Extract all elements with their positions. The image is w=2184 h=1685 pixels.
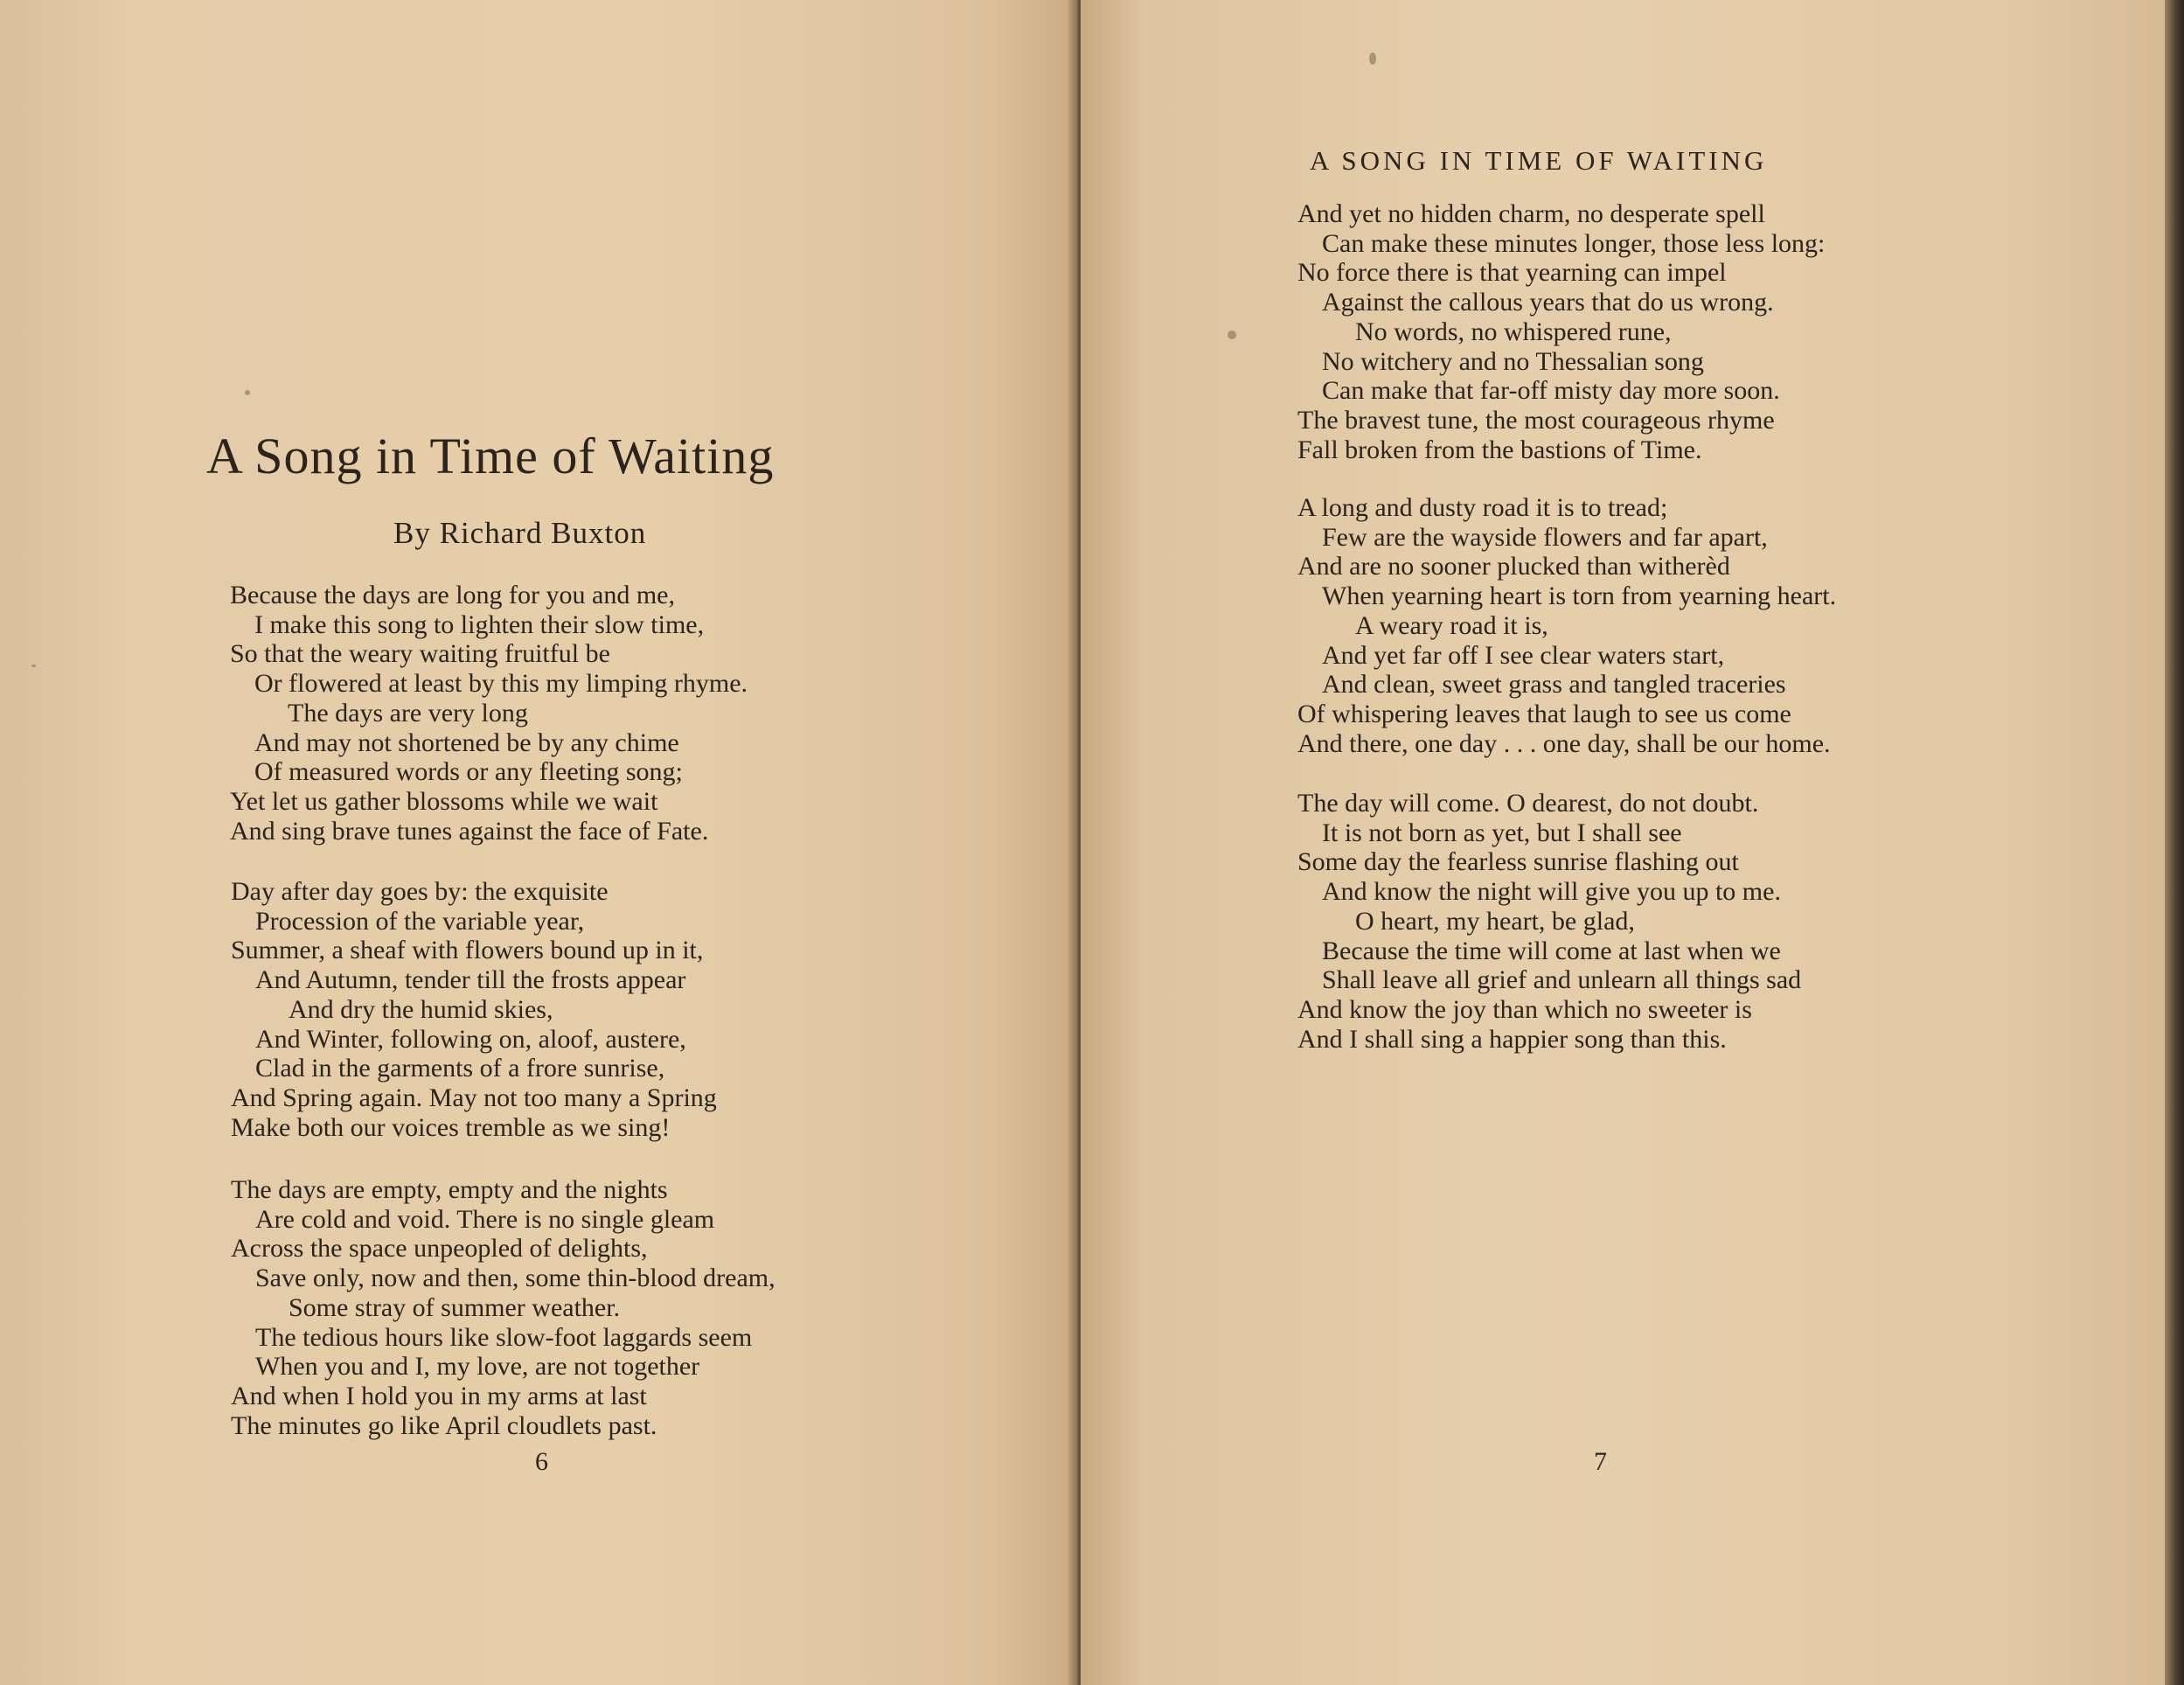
verse-line: And Winter, following on, aloof, austere, xyxy=(255,1024,686,1054)
verse-line: Or flowered at least by this my limping rhyme. xyxy=(254,669,748,699)
verse-line: Yet let us gather blossoms while we wait xyxy=(230,786,658,816)
verse-line: Of measured words or any fleeting song; xyxy=(254,757,683,787)
verse-line: No force there is that yearning can impel xyxy=(1297,258,1727,288)
verse-line: The tedious hours like slow-foot laggards seem xyxy=(255,1322,753,1352)
book-edge xyxy=(2165,0,2184,1685)
verse-line: Save only, now and then, some thin-blood dream, xyxy=(255,1264,776,1293)
verse-line: Day after day goes by: the exquisite xyxy=(231,877,609,906)
verse-line: It is not born as yet, but I shall see xyxy=(1322,818,1682,847)
show-through-text xyxy=(262,140,857,229)
verse-line: Because the time will come at last when we xyxy=(1322,936,1781,965)
verse-line: Summer, a sheaf with flowers bound up in it, xyxy=(231,936,704,965)
verse-line: When yearning heart is torn from yearning heart. xyxy=(1322,581,1837,611)
verse-line: Some stray of summer weather. xyxy=(289,1292,621,1322)
verse-line: Make both our voices tremble as we sing! xyxy=(231,1112,671,1142)
left-page xyxy=(0,0,1075,1685)
verse-line: O heart, my heart, be glad, xyxy=(1355,906,1635,936)
poem-title: A Song in Time of Waiting xyxy=(206,428,775,484)
verse-line: A weary road it is, xyxy=(1355,610,1548,640)
page-number: 7 xyxy=(1594,1447,1607,1476)
verse-line: A long and dusty road it is to tread; xyxy=(1297,493,1668,522)
verse-line: Fall broken from the bastions of Time. xyxy=(1297,435,1702,464)
verse-line: I make this song to lighten their slow time, xyxy=(254,609,705,639)
verse-line: Clad in the garments of a frore sunrise, xyxy=(255,1054,665,1083)
ink-speck xyxy=(1369,52,1376,65)
right-page xyxy=(1081,0,2165,1685)
running-head: A SONG IN TIME OF WAITING xyxy=(1310,145,1768,176)
verse-line: And Autumn, tender till the frosts appear xyxy=(255,965,686,995)
verse-line: And dry the humid skies, xyxy=(289,994,553,1024)
verse-line: Across the space unpeopled of delights, xyxy=(231,1234,648,1264)
verse-line: And are no sooner plucked than witherèd xyxy=(1297,552,1730,581)
verse-line: The days are very long xyxy=(288,698,528,728)
verse-line: And when I hold you in my arms at last xyxy=(231,1381,647,1410)
verse-line: The bravest tune, the most courageous rhyme xyxy=(1297,405,1775,435)
ink-speck xyxy=(31,665,36,667)
verse-line: Procession of the variable year, xyxy=(255,906,585,936)
verse-line: Few are the wayside flowers and far apart, xyxy=(1322,522,1768,552)
verse-line: No words, no whispered rune, xyxy=(1355,317,1672,346)
ink-speck xyxy=(245,390,250,395)
right-stanza-3 xyxy=(1297,789,1801,1054)
verse-line: The minutes go like April cloudlets past. xyxy=(231,1410,657,1440)
verse-line: And know the joy than which no sweeter is xyxy=(1297,994,1752,1024)
verse-line: Can make these minutes longer, those less long: xyxy=(1322,228,1826,258)
poem-byline: By Richard Buxton xyxy=(393,516,647,550)
verse-line: And there, one day . . . one day, shall be our home. xyxy=(1297,728,1831,758)
left-stanza-1 xyxy=(230,581,748,846)
verse-line: And know the night will give you up to me. xyxy=(1322,877,1781,907)
verse-line: Because the days are long for you and me, xyxy=(230,581,675,609)
right-stanza-1 xyxy=(1297,199,1825,464)
verse-line: Are cold and void. There is no single gleam xyxy=(255,1204,715,1234)
left-stanza-2 xyxy=(231,877,717,1142)
verse-line: Against the callous years that do us wrong. xyxy=(1322,288,1774,317)
verse-line: Can make that far-off misty day more soon. xyxy=(1322,376,1780,406)
verse-line: Of whispering leaves that laugh to see us come xyxy=(1297,699,1791,728)
verse-line: And sing brave tunes against the face of Fate. xyxy=(230,816,709,846)
verse-line: And clean, sweet grass and tangled traceries xyxy=(1322,670,1786,700)
verse-line: The day will come. O dearest, do not doubt. xyxy=(1297,789,1759,818)
verse-line: And may not shortened be by any chime xyxy=(254,728,679,757)
verse-line: And Spring again. May not too many a Spring xyxy=(231,1083,717,1112)
verse-line: Some day the fearless sunrise flashing out xyxy=(1297,847,1739,877)
right-stanza-2 xyxy=(1297,493,1836,758)
left-stanza-3 xyxy=(231,1175,776,1440)
verse-line: And yet no hidden charm, no desperate spell xyxy=(1297,199,1765,228)
verse-line: No witchery and no Thessalian song xyxy=(1322,346,1704,376)
verse-line: When you and I, my love, are not together xyxy=(255,1352,700,1382)
verse-line: And yet far off I see clear waters start, xyxy=(1322,640,1725,670)
verse-line: The days are empty, empty and the nights xyxy=(231,1175,668,1204)
verse-line: And I shall sing a happier song than this. xyxy=(1297,1024,1727,1054)
verse-line: Shall leave all grief and unlearn all things sad xyxy=(1322,965,1802,995)
verse-line: So that the weary waiting fruitful be xyxy=(230,639,610,669)
ink-speck xyxy=(1228,331,1236,339)
page-number: 6 xyxy=(535,1447,548,1476)
